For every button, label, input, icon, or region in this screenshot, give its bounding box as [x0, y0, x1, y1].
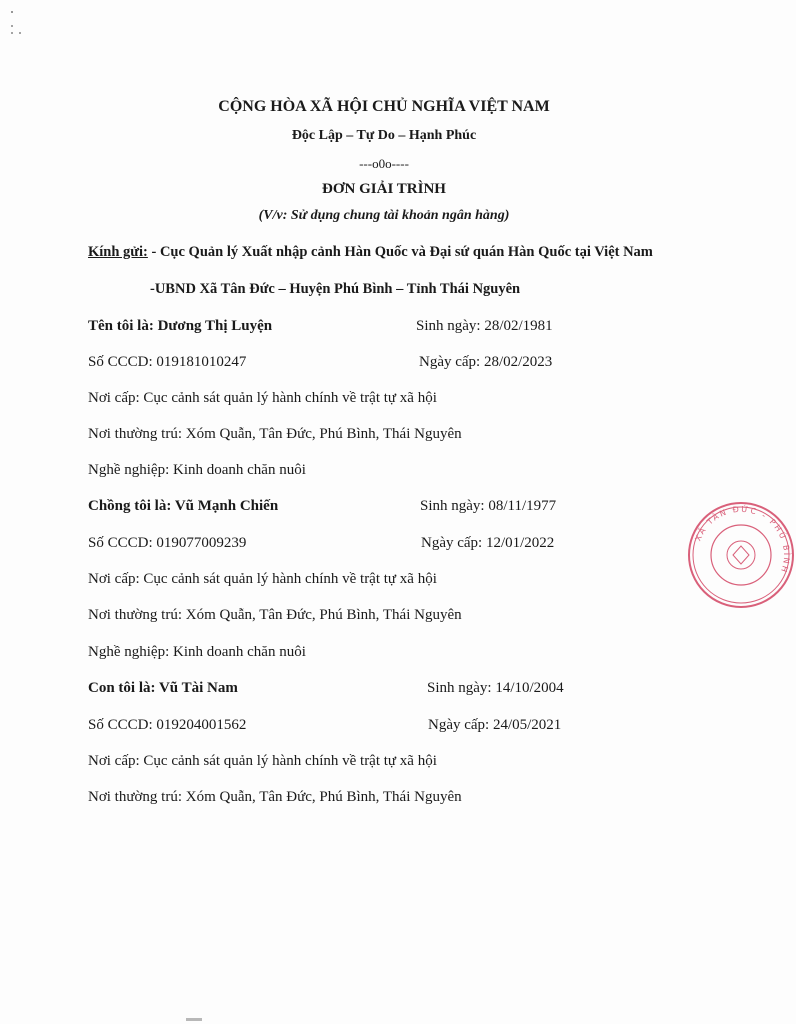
recipient-2: -UBND Xã Tân Đức – Huyện Phú Bình – Tỉnh Thái Nguyên: [150, 281, 521, 297]
national-motto: Độc Lập – Tự Do – Hạnh Phúc: [291, 128, 477, 143]
applicant-dob: Sinh ngày: 28/02/1981: [416, 318, 553, 334]
stamp-emblem-star: [733, 546, 749, 564]
national-title: CỘNG HÒA XÃ HỘI CHỦ NGHĨA VIỆT NAM: [218, 98, 550, 115]
recipients-label: Kính gửi:: [88, 244, 148, 260]
official-stamp: [686, 500, 796, 610]
recipients-line-1: [88, 244, 653, 261]
stamp-center-ring: [711, 525, 771, 585]
stamp-emblem: [727, 541, 755, 569]
scan-bottom-mark: [186, 1018, 202, 1021]
header-separator: ---o0o----: [359, 156, 409, 171]
husband-residence: Nơi thường trú: Xóm Quẫn, Tân Đức, Phú Bình, Thái Nguyên: [88, 607, 462, 623]
document-subject: (V/v: Sử dụng chung tài khoản ngân hàng): [258, 208, 510, 223]
applicant-residence: Nơi thường trú: Xóm Quẫn, Tân Đức, Phú Bình, Thái Nguyên: [88, 426, 462, 442]
husband-id: Số CCCD: 019077009239: [88, 535, 247, 551]
stamp-outer-ring: [689, 503, 793, 607]
stamp-text: XÃ TÂN ĐỨC - PHÚ BÌNH: [693, 504, 792, 575]
husband-issue-date: Ngày cấp: 12/01/2022: [421, 535, 555, 551]
child-dob: Sinh ngày: 14/10/2004: [427, 680, 564, 696]
husband-issued-by: Nơi cấp: Cục cảnh sát quản lý hành chính về trật tự xã hội: [88, 571, 437, 587]
recipient-1: - Cục Quản lý Xuất nhập cảnh Hàn Quốc và Đại sứ quán Hàn Quốc tại Việt Nam: [147, 244, 653, 260]
applicant-issued-by: Nơi cấp: Cục cảnh sát quản lý hành chính về trật tự xã hội: [88, 390, 437, 406]
applicant-id: Số CCCD: 019181010247: [88, 354, 247, 370]
child-issue-date: Ngày cấp: 24/05/2021: [428, 717, 562, 733]
applicant-issue-date: Ngày cấp: 28/02/2023: [419, 354, 553, 370]
scan-edge-mark: [8, 6, 22, 46]
child-residence: Nơi thường trú: Xóm Quẫn, Tân Đức, Phú Bình, Thái Nguyên: [88, 789, 462, 805]
applicant-name: Tên tôi là: Dương Thị Luyện: [88, 318, 273, 334]
applicant-occupation: Nghề nghiệp: Kinh doanh chăn nuôi: [88, 462, 306, 478]
husband-name: Chồng tôi là: Vũ Mạnh Chiến: [88, 498, 279, 514]
child-name: Con tôi là: Vũ Tài Nam: [88, 680, 238, 696]
document-title: ĐƠN GIẢI TRÌNH: [322, 181, 446, 197]
husband-occupation: Nghề nghiệp: Kinh doanh chăn nuôi: [88, 644, 306, 660]
child-issued-by: Nơi cấp: Cục cảnh sát quản lý hành chính về trật tự xã hội: [88, 753, 437, 769]
husband-dob: Sinh ngày: 08/11/1977: [420, 498, 557, 514]
child-id: Số CCCD: 019204001562: [88, 717, 247, 733]
